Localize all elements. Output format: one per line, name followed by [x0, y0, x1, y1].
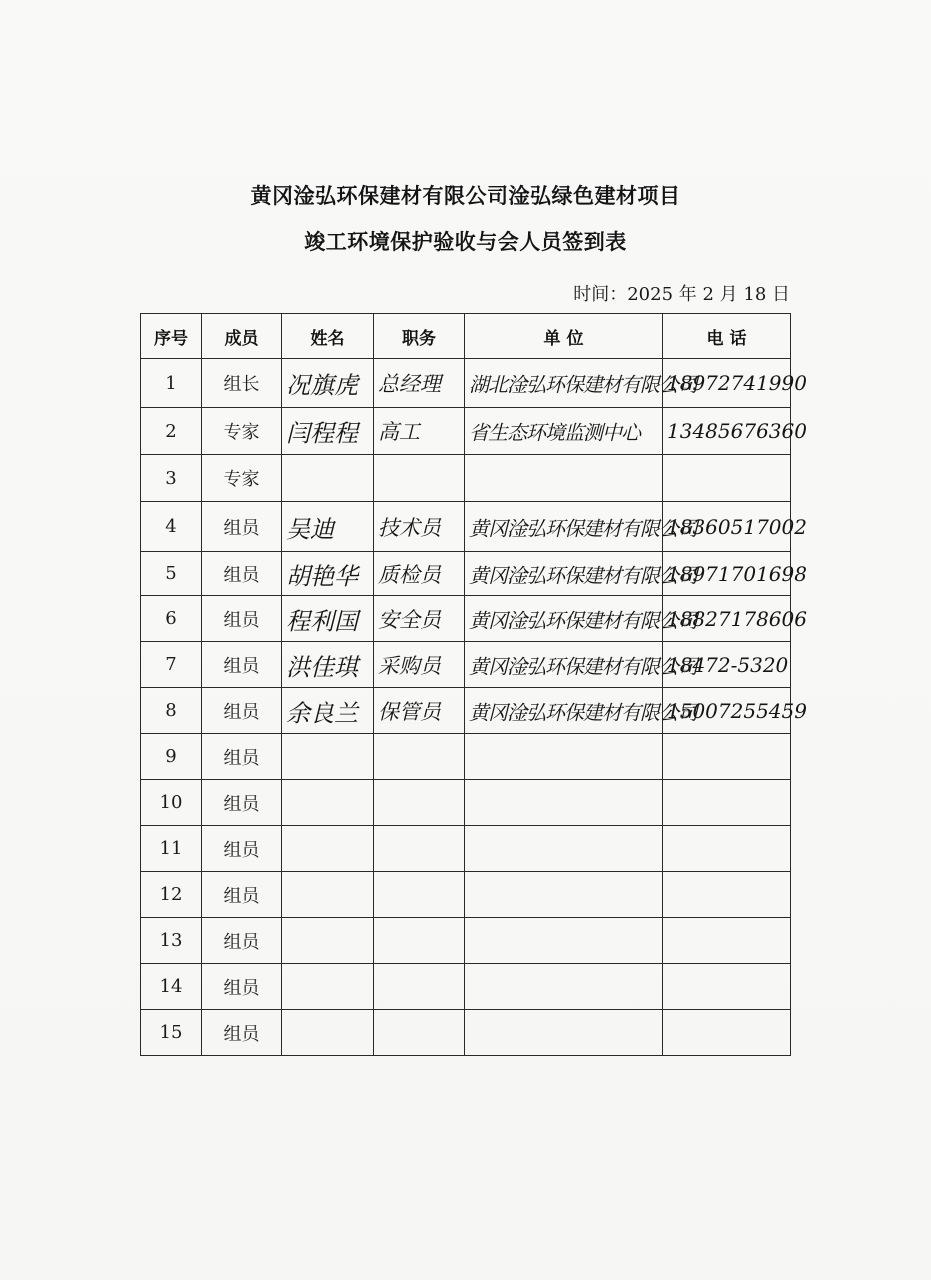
handwritten-unit: 黄冈淦弘环保建材有限公司: [469, 563, 697, 587]
handwritten-name: 程利国: [286, 607, 358, 635]
cell-phone: [663, 734, 791, 780]
cell-position: [374, 642, 465, 688]
handwritten-position: 质检员: [378, 562, 441, 587]
cell-unit: [465, 408, 663, 455]
handwritten-phone: 13485676360: [667, 419, 807, 443]
handwritten-phone: 18971701698: [667, 561, 807, 586]
cell-seq: 8: [141, 688, 202, 734]
cell-member: 组员: [202, 918, 282, 964]
cell-name: [282, 502, 374, 552]
cell-unit: [465, 552, 697, 596]
cell-position: [374, 596, 465, 642]
cell-name: [282, 734, 374, 780]
cell-position: [374, 780, 465, 826]
handwritten-unit: 黄冈淦弘环保建材有限公司: [469, 654, 697, 678]
cell-member: 组员: [202, 734, 282, 780]
cell-name: [282, 688, 374, 734]
cell-position: [374, 688, 465, 734]
handwritten-name: 余良兰: [286, 699, 358, 727]
handwritten-unit: 湖北淦弘环保建材有限公司: [469, 372, 697, 397]
cell-member: 专家: [202, 455, 282, 502]
handwritten-position: 总经理: [378, 372, 441, 396]
table-row: [141, 872, 791, 918]
cell-position: [374, 964, 465, 1010]
cell-name: [282, 408, 374, 455]
cell-unit: [465, 455, 663, 502]
cell-seq: 9: [141, 734, 202, 780]
table-row: [141, 596, 791, 642]
handwritten-position: 高工: [378, 420, 420, 444]
cell-name: [282, 359, 374, 408]
cell-phone: [663, 872, 791, 918]
table-row: [141, 964, 791, 1010]
cell-name: [282, 455, 374, 502]
cell-unit: [465, 359, 697, 408]
cell-seq: 14: [141, 964, 202, 1010]
cell-member: 组员: [202, 826, 282, 872]
table-header-row: [141, 314, 791, 359]
cell-phone: [663, 596, 807, 642]
handwritten-name: 闫程程: [286, 419, 358, 448]
cell-unit: [465, 872, 663, 918]
cell-unit: [465, 780, 663, 826]
cell-phone: [663, 552, 807, 596]
handwritten-position: 技术员: [378, 515, 441, 540]
cell-unit: [465, 502, 697, 552]
cell-position: [374, 826, 465, 872]
cell-seq: 4: [141, 502, 202, 552]
table-row: [141, 408, 791, 455]
cell-seq: 3: [141, 455, 202, 502]
table-row: [141, 826, 791, 872]
table-row: [141, 552, 791, 596]
cell-phone: [663, 359, 807, 408]
cell-member: 组员: [202, 688, 282, 734]
cell-member: 组员: [202, 502, 282, 552]
document-subtitle: 竣工环境保护验收与会人员签到表: [304, 230, 627, 254]
table-body: [141, 359, 807, 1056]
table-row: [141, 780, 791, 826]
cell-unit: [465, 826, 663, 872]
header-position: 职务: [374, 314, 465, 359]
header-name: 姓名: [282, 314, 374, 359]
meeting-date: 时间：2025 年 2 月 18 日: [573, 284, 790, 305]
handwritten-position: 安全员: [378, 607, 441, 632]
cell-position: [374, 552, 465, 596]
cell-seq: 13: [141, 918, 202, 964]
handwritten-phone: 18827178606: [667, 606, 807, 631]
cell-member: 组长: [202, 359, 282, 408]
cell-member: 组员: [202, 552, 282, 596]
table-row: [141, 688, 791, 734]
cell-unit: [465, 642, 697, 688]
cell-name: [282, 596, 374, 642]
cell-phone: [663, 780, 791, 826]
cell-seq: 15: [141, 1010, 202, 1056]
header-member: 成员: [202, 314, 282, 359]
handwritten-unit: 省生态环境监测中心: [469, 420, 640, 445]
cell-position: [374, 455, 465, 502]
cell-unit: [465, 734, 663, 780]
table-row: [141, 502, 791, 552]
table-row: [141, 455, 791, 502]
cell-seq: 10: [141, 780, 202, 826]
cell-unit: [465, 918, 663, 964]
header-phone: 电 话: [663, 314, 791, 359]
handwritten-position: 保管员: [378, 699, 441, 724]
cell-member: 组员: [202, 642, 282, 688]
handwritten-position: 采购员: [378, 653, 441, 678]
cell-name: [282, 552, 374, 596]
cell-position: [374, 918, 465, 964]
cell-name: [282, 642, 374, 688]
cell-seq: 6: [141, 596, 202, 642]
cell-position: [374, 408, 465, 455]
cell-phone: [663, 688, 807, 734]
table-row: [141, 918, 791, 964]
cell-seq: 2: [141, 408, 202, 455]
cell-seq: 7: [141, 642, 202, 688]
handwritten-unit: 黄冈淦弘环保建材有限公司: [469, 700, 697, 724]
cell-phone: [663, 455, 791, 502]
handwritten-phone: 18360517002: [667, 514, 807, 539]
cell-name: [282, 780, 374, 826]
document-title: 黄冈淦弘环保建材有限公司淦弘绿色建材项目: [250, 184, 681, 208]
handwritten-unit: 黄冈淦弘环保建材有限公司: [469, 516, 697, 540]
handwritten-name: 吴迪: [286, 515, 334, 543]
cell-name: [282, 872, 374, 918]
header-seq: 序号: [141, 314, 202, 359]
handwritten-phone: 15007255459: [667, 698, 807, 723]
table-row: [141, 359, 791, 408]
handwritten-phone: 18972741990: [667, 371, 807, 395]
cell-unit: [465, 1010, 663, 1056]
handwritten-phone: 18472-5320: [667, 652, 789, 677]
cell-position: [374, 1010, 465, 1056]
handwritten-name: 况旗虎: [286, 371, 358, 400]
table-row: [141, 642, 791, 688]
cell-unit: [465, 596, 697, 642]
cell-name: [282, 964, 374, 1010]
cell-unit: [465, 688, 697, 734]
cell-seq: 11: [141, 826, 202, 872]
cell-phone: [663, 642, 791, 688]
cell-name: [282, 918, 374, 964]
cell-phone: [663, 964, 791, 1010]
cell-member: 组员: [202, 964, 282, 1010]
cell-unit: [465, 964, 663, 1010]
cell-name: [282, 1010, 374, 1056]
cell-phone: [663, 502, 807, 552]
cell-phone: [663, 918, 791, 964]
cell-member: 组员: [202, 872, 282, 918]
cell-phone: [663, 408, 807, 455]
cell-position: [374, 872, 465, 918]
handwritten-name: 胡艳华: [286, 562, 358, 590]
cell-name: [282, 826, 374, 872]
cell-phone: [663, 1010, 791, 1056]
cell-seq: 1: [141, 359, 202, 408]
sign-in-table: [140, 313, 807, 1056]
cell-member: 组员: [202, 596, 282, 642]
cell-phone: [663, 826, 791, 872]
handwritten-name: 洪佳琪: [286, 653, 358, 681]
header-unit: 单 位: [465, 314, 663, 359]
cell-position: [374, 734, 465, 780]
cell-member: 专家: [202, 408, 282, 455]
cell-seq: 5: [141, 552, 202, 596]
cell-member: 组员: [202, 1010, 282, 1056]
cell-seq: 12: [141, 872, 202, 918]
cell-position: [374, 359, 465, 408]
table-row: [141, 1010, 791, 1056]
cell-position: [374, 502, 465, 552]
handwritten-unit: 黄冈淦弘环保建材有限公司: [469, 608, 697, 632]
cell-member: 组员: [202, 780, 282, 826]
table-row: [141, 734, 791, 780]
